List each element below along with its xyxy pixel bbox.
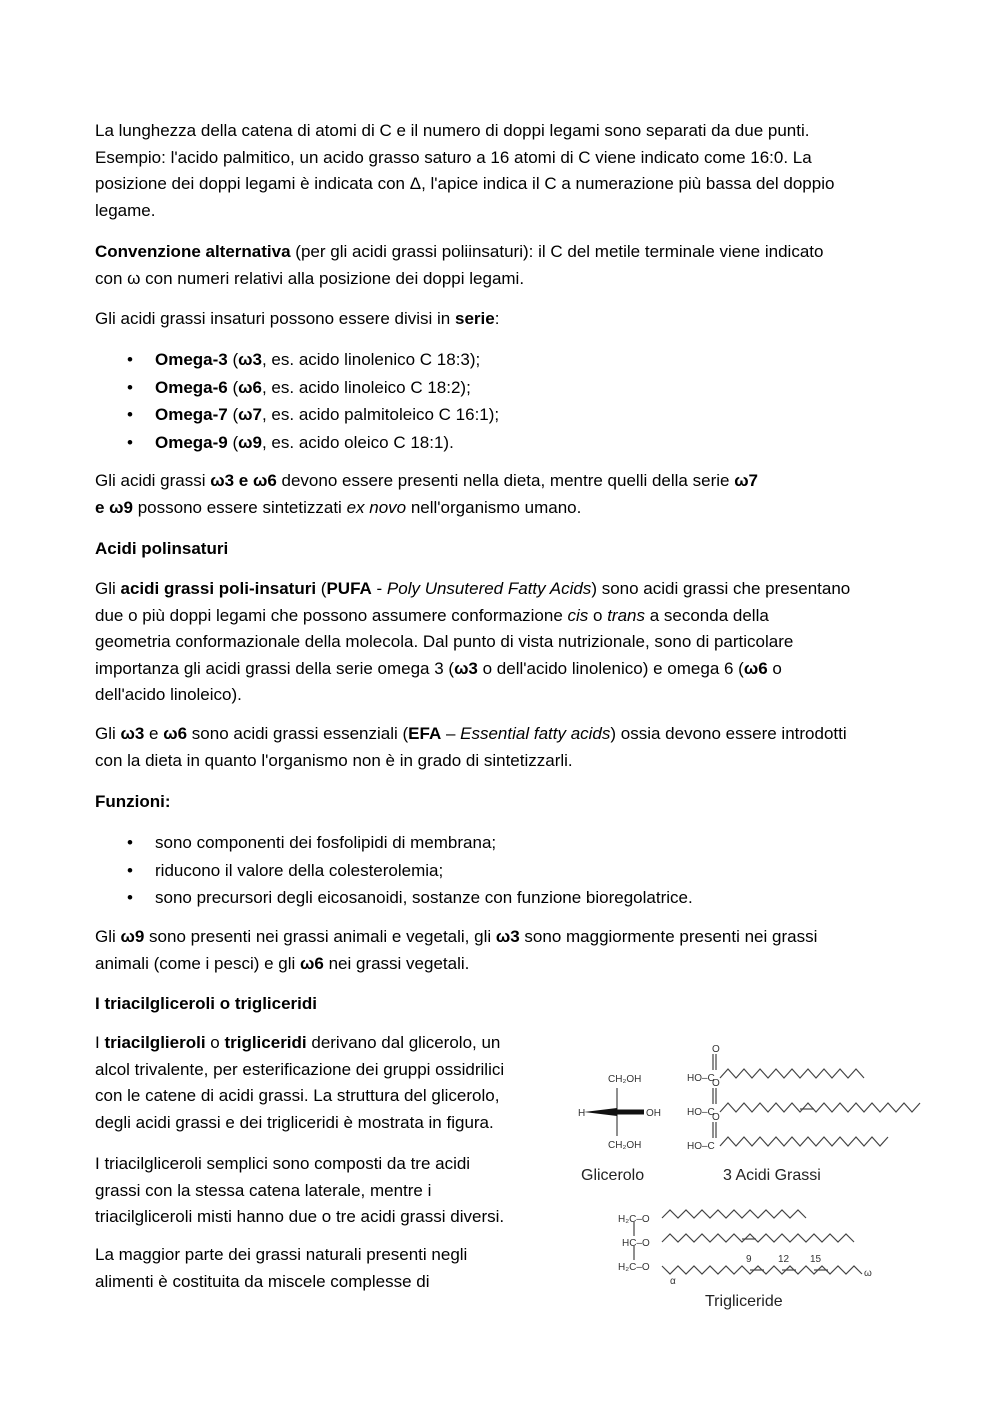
bold-run: EFA	[408, 724, 442, 743]
omega-example: , es. acido palmitoleico C 16:1);	[261, 405, 500, 424]
convenzione-paragraph	[95, 239, 900, 292]
bold-run: ω3	[495, 927, 520, 946]
triacil-heading	[95, 991, 900, 1018]
text-run: con la dieta in quanto l'organismo non è in grado di sintetizzarli.	[95, 750, 573, 770]
italic-run: Poly Unsutered Fatty Acids	[386, 579, 592, 598]
section-heading: Acidi polinsaturi	[95, 539, 229, 558]
funzioni-list	[95, 829, 900, 912]
list-item	[95, 346, 900, 374]
omega-label: ω	[864, 1268, 872, 1279]
intro-line-2: Esempio: l'acido palmitico, un acido grasso saturo a 16 atomi di C viene indicato come 16:0. La	[95, 147, 812, 167]
list-item	[95, 401, 900, 429]
triacil-paragraph-1	[95, 1030, 555, 1136]
italic-run: ex novo	[346, 497, 407, 517]
series-intro-paragraph	[95, 306, 900, 333]
h2c-o-label: H₂C–O	[618, 1214, 650, 1225]
fatty-acid-chain-3	[720, 1137, 888, 1146]
bold-run: trigliceridi	[224, 1033, 307, 1052]
o-label: O	[712, 1078, 720, 1089]
text-run: sono acidi grassi essenziali (	[187, 724, 409, 743]
triglyceride-figure	[570, 1040, 930, 1320]
text-run: nell'organismo umano.	[406, 497, 582, 517]
paren: (	[227, 405, 239, 424]
trigliceride-label: Trigliceride	[705, 1293, 783, 1310]
fatty-acid-chain-1	[720, 1069, 864, 1078]
list-item	[95, 374, 900, 402]
omega-name: Omega-7	[155, 405, 228, 424]
grassi-paragraph	[95, 924, 900, 977]
bold-run: ω9	[120, 927, 145, 946]
text-run: possono essere sintetizzati	[133, 497, 347, 517]
paren: (	[227, 432, 239, 452]
text-run: alcol trivalente, per esterificazione dei gruppi ossidrilici	[95, 1059, 505, 1079]
text-run: I	[95, 1033, 105, 1052]
list-item	[95, 429, 900, 457]
text-run: Gli	[95, 927, 121, 946]
italic-run: cis	[567, 605, 589, 625]
text-run: I triacilgliceroli semplici sono composti da tre acidi	[95, 1154, 471, 1173]
text-run: o	[205, 1033, 225, 1052]
fatty-acid-chain-2	[720, 1103, 920, 1112]
intro-line-1: La lunghezza della catena di atomi di C e il numero di doppi legami sono separati da due punti.	[95, 121, 810, 140]
bold-run: e ω9	[95, 497, 133, 517]
text-run: Gli acidi grassi	[95, 471, 211, 490]
text-run: animali (come i pesci) e gli	[95, 953, 301, 973]
position-label: 12	[778, 1254, 790, 1265]
omega-symbol: ω6	[238, 377, 262, 397]
o-label: O	[712, 1112, 720, 1123]
h2c-o-label: H₂C–O	[618, 1262, 650, 1273]
series-colon: :	[494, 309, 500, 328]
text-run: o dell'acido linolenico) e omega 6 (	[477, 658, 744, 678]
triacil-paragraph-3	[95, 1242, 555, 1295]
triacil-paragraph-2	[95, 1151, 555, 1231]
alpha-label: α	[670, 1276, 676, 1287]
text-run: derivano dal glicerolo, un	[306, 1033, 501, 1052]
bold-run: ω3	[120, 724, 145, 743]
text-run: –	[441, 724, 461, 743]
intro-paragraph	[95, 118, 900, 224]
ho-c-label: HO–C	[687, 1107, 715, 1118]
text-run: Gli	[95, 579, 121, 598]
text-run: a seconda della	[645, 605, 769, 625]
bold-run: ω6	[300, 953, 324, 973]
text-run: triacilgliceroli misti hanno due o tre acidi grassi diversi.	[95, 1207, 505, 1226]
bold-run: ω3	[454, 658, 478, 678]
bold-run: ω7	[734, 471, 759, 490]
o-label: O	[712, 1044, 720, 1055]
intro-line-4: legame.	[95, 200, 156, 220]
bold-run: ω3 e ω6	[210, 471, 277, 490]
glycerol-wedge	[584, 1108, 617, 1116]
omega-example: , es. acido linoleico C 18:2);	[261, 377, 471, 397]
section-heading: Funzioni:	[95, 792, 171, 811]
funzioni-heading	[95, 789, 900, 816]
omega-symbol: ω9	[238, 432, 262, 452]
oh-label: OH	[646, 1108, 661, 1119]
text-run: o	[588, 605, 608, 625]
list-item: • sono componenti dei fosfolipidi di membrana;	[95, 829, 900, 857]
position-label: 15	[810, 1254, 822, 1265]
ch2oh-label: CH₂OH	[608, 1074, 642, 1085]
triglyceride-chain-1	[662, 1210, 806, 1218]
list-item: • riducono il valore della colesterolemia;	[95, 857, 900, 885]
bold-run: PUFA	[326, 579, 372, 598]
text-run: ) sono acidi grassi che presentano	[591, 579, 851, 598]
ho-c-label: HO–C	[687, 1141, 715, 1152]
paren: (	[227, 377, 239, 397]
acidi-grassi-label: 3 Acidi Grassi	[723, 1167, 821, 1184]
omega-series-list	[95, 346, 900, 456]
dieta-paragraph	[95, 468, 900, 521]
triglyceride-chain-2	[662, 1234, 854, 1242]
text-run: ) ossia devono essere introdotti	[610, 724, 847, 743]
glicerolo-label: Glicerolo	[581, 1167, 645, 1184]
italic-run: Essential fatty acids	[460, 724, 611, 743]
omega-name: Omega-9	[155, 432, 228, 452]
text-run: con le catene di acidi grassi. La struttura del glicerolo,	[95, 1086, 500, 1105]
bold-run: ω6	[163, 724, 188, 743]
text-run: Gli	[95, 724, 121, 743]
convenzione-line-1: (per gli acidi grassi poliinsaturi): il C del metile terminale viene indicato	[290, 242, 824, 261]
text-run: -	[371, 579, 387, 598]
text-run: geometria conformazionale della molecola. Dal punto di vista nutrizionale, sono di particolare	[95, 632, 794, 651]
hc-o-label: HC–O	[622, 1238, 650, 1249]
ch2oh-label: CH₂OH	[608, 1140, 642, 1151]
omega-example: , es. acido linolenico C 18:3);	[261, 350, 481, 369]
omega-name: Omega-6	[155, 377, 228, 397]
text-run: dell'acido linoleico).	[95, 685, 242, 704]
polinsaturi-heading	[95, 536, 900, 563]
text-run: sono maggiormente presenti nei grassi	[519, 927, 818, 946]
text-run: nei grassi vegetali.	[323, 953, 470, 973]
text-run: due o più doppi legami che possono assumere conformazione	[95, 605, 568, 625]
bold-run: triacilglieroli	[104, 1033, 206, 1052]
text-run: grassi con la stessa catena laterale, mentre i	[95, 1180, 432, 1200]
text-run: (	[316, 579, 327, 598]
text-run: alimenti è costituita da miscele complesse di	[95, 1271, 430, 1291]
list-item: • sono precursori degli eicosanoidi, sostanze con funzione bioregolatrice.	[95, 884, 900, 912]
intro-line-3: posizione dei doppi legami è indicata con Δ, l'apice indica il C a numerazione più bassa del doppio	[95, 174, 835, 193]
series-intro-text: Gli acidi grassi insaturi possono essere divisi in	[95, 309, 455, 328]
omega-example: , es. acido oleico C 18:1).	[261, 432, 454, 452]
efa-paragraph	[95, 721, 900, 774]
omega-symbol: ω7	[238, 405, 262, 424]
text-run: o	[767, 658, 782, 678]
bold-run: acidi grassi poli-insaturi	[120, 579, 317, 598]
series-term: serie	[455, 309, 495, 328]
paren: (	[227, 350, 239, 369]
italic-run: trans	[607, 605, 645, 625]
ho-c-label: HO–C	[687, 1073, 715, 1084]
text-run: e	[144, 724, 164, 743]
text-run: devono essere presenti nella dieta, mentre quelli della serie	[276, 471, 735, 490]
omega-symbol: ω3	[238, 350, 262, 369]
text-run: importanza gli acidi grassi della serie omega 3 (	[95, 658, 455, 678]
section-heading: I triacilgliceroli o trigliceridi	[95, 994, 318, 1013]
text-run: sono presenti nei grassi animali e vegetali, gli	[144, 927, 496, 946]
bold-run: ω6	[743, 658, 768, 678]
h-label: H	[578, 1108, 586, 1119]
text-run: degli acidi grassi e dei trigliceridi è mostrata in figura.	[95, 1112, 494, 1132]
position-label: 9	[746, 1254, 752, 1265]
omega-name: Omega-3	[155, 350, 228, 369]
convenzione-line-2: con ω con numeri relativi alla posizione dei doppi legami.	[95, 268, 525, 288]
pufa-paragraph	[95, 576, 900, 709]
convenzione-term: Convenzione alternativa	[95, 242, 291, 261]
text-run: La maggior parte dei grassi naturali presenti negli	[95, 1245, 468, 1264]
